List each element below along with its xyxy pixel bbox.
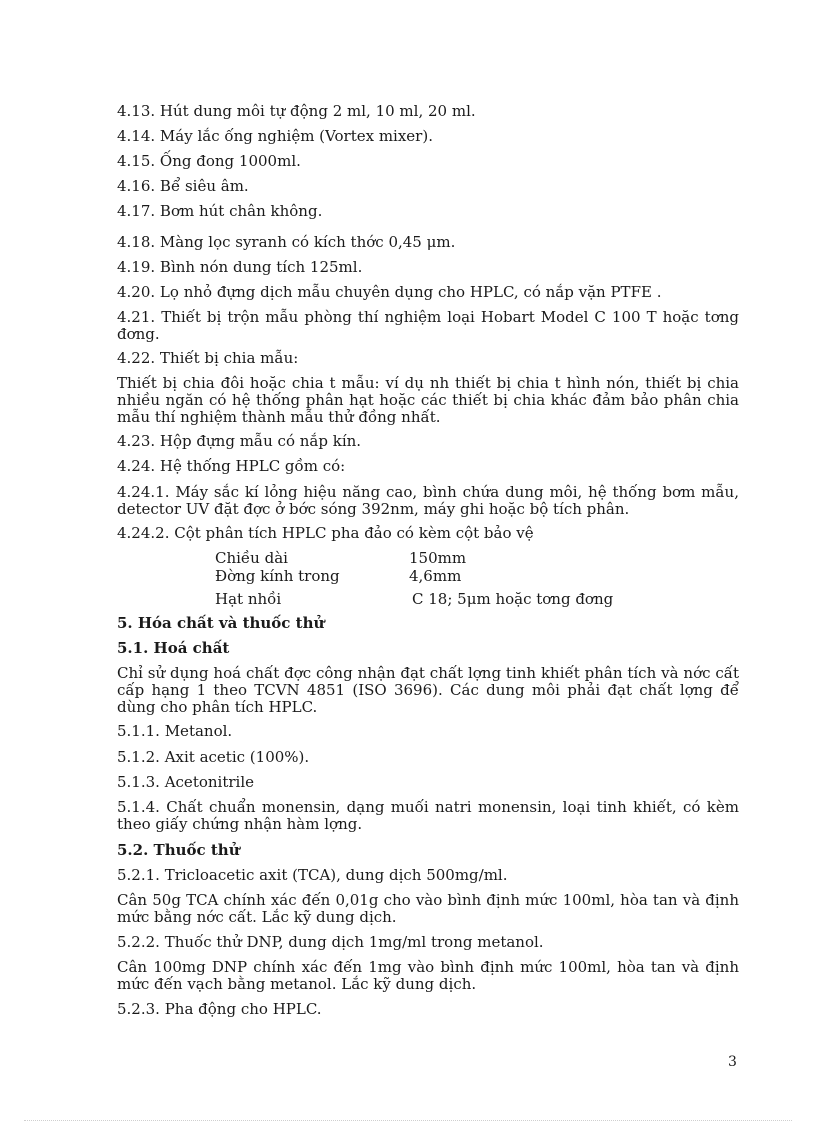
item-4-23: 4.23. Hộp đựng mẫu có nắp kín. bbox=[117, 432, 362, 450]
item-4-24: 4.24. Hệ thống HPLC gồm có: bbox=[117, 457, 346, 475]
item-5-1-3: 5.1.3. Acetonitrile bbox=[117, 773, 254, 791]
spec-value-diameter: 4,6mm bbox=[409, 567, 462, 585]
item-5-1-1: 5.1.1. Metanol. bbox=[117, 722, 233, 740]
item-4-17: 4.17. Bơm hút chân không. bbox=[117, 202, 323, 220]
spec-label-packing: Hạt nhồi bbox=[215, 590, 282, 608]
item-4-22-description: Thiết bị chia đôi hoặc chia t mẫu: ví dụ nh thiết bị chia t hình nón, thiết bị chia nhiều ngăn có hệ thống phân hạt hoặc các thiết bị chia khác đảm bảo phân chia mẫu thí nghiệm thành mẫu thử đồng nhất. bbox=[117, 374, 739, 426]
spec-label-diameter: Đờng kính trong bbox=[215, 567, 340, 585]
item-4-19: 4.19. Bình nón dung tích 125ml. bbox=[117, 258, 363, 276]
spec-value-packing: C 18; 5μm hoặc tơng đơng bbox=[412, 590, 614, 608]
item-5-1-4: 5.1.4. Chất chuẩn monensin, dạng muối natri monensin, loại tinh khiết, có kèm theo giấy chứng nhận hàm lợng. bbox=[117, 798, 739, 833]
item-4-20: 4.20. Lọ nhỏ đựng dịch mẫu chuyên dụng cho HPLC, có nắp vặn PTFE . bbox=[117, 283, 662, 301]
item-5-2-3: 5.2.3. Pha động cho HPLC. bbox=[117, 1000, 322, 1018]
item-5-2-2: 5.2.2. Thuốc thử DNP, dung dịch 1mg/ml trong metanol. bbox=[117, 933, 544, 951]
item-5-2-1: 5.2.1. Tricloacetic axit (TCA), dung dịch 500mg/ml. bbox=[117, 866, 508, 884]
spec-label-length: Chiều dài bbox=[215, 549, 288, 567]
section-5-2-heading: 5.2. Thuốc thử bbox=[117, 841, 240, 859]
item-4-16: 4.16. Bể siêu âm. bbox=[117, 177, 249, 195]
item-5-1-2: 5.1.2. Axit acetic (100%). bbox=[117, 748, 310, 766]
item-4-13: 4.13. Hút dung môi tự động 2 ml, 10 ml, 20 ml. bbox=[117, 102, 476, 120]
section-5-1-text: Chỉ sử dụng hoá chất đợc công nhận đạt chất lợng tinh khiết phân tích và nớc cất cấp hạng 1 theo TCVN 4851 (ISO 3696). Các dung môi phải đạt chất lợng để dùng cho phân tích HPLC. bbox=[117, 664, 739, 716]
item-4-21: 4.21. Thiết bị trộn mẫu phòng thí nghiệm loại Hobart Model C 100 T hoặc tơng đơng. bbox=[117, 308, 739, 343]
item-4-14: 4.14. Máy lắc ống nghiệm (Vortex mixer). bbox=[117, 127, 433, 145]
item-4-24-2: 4.24.2. Cột phân tích HPLC pha đảo có kèm cột bảo vệ bbox=[117, 524, 534, 542]
item-5-2-1-text: Cân 50g TCA chính xác đến 0,01g cho vào bình định mức 100ml, hòa tan và định mức bằng nớc cất. Lắc kỹ dung dịch. bbox=[117, 891, 739, 926]
item-4-24-1: 4.24.1. Máy sắc kí lỏng hiệu năng cao, bình chứa dung môi, hệ thống bơm mẫu, detector UV đặt đợc ở bớc sóng 392nm, máy ghi hoặc bộ tích phân. bbox=[117, 483, 739, 518]
section-5-heading: 5. Hóa chất và thuốc thử bbox=[117, 614, 325, 632]
item-5-2-2-text: Cân 100mg DNP chính xác đến 1mg vào bình định mức 100ml, hòa tan và định mức đến vạch bằng metanol. Lắc kỹ dung dịch. bbox=[117, 958, 739, 993]
item-4-22: 4.22. Thiết bị chia mẫu: bbox=[117, 349, 299, 367]
page-number: 3 bbox=[728, 1054, 737, 1070]
item-4-18: 4.18. Màng lọc syranh có kích thớc 0,45 μm. bbox=[117, 233, 456, 251]
spec-value-length: 150mm bbox=[409, 549, 467, 567]
page-bottom-border bbox=[24, 1120, 792, 1121]
item-4-15: 4.15. Ống đong 1000ml. bbox=[117, 152, 301, 170]
section-5-1-heading: 5.1. Hoá chất bbox=[117, 639, 230, 657]
